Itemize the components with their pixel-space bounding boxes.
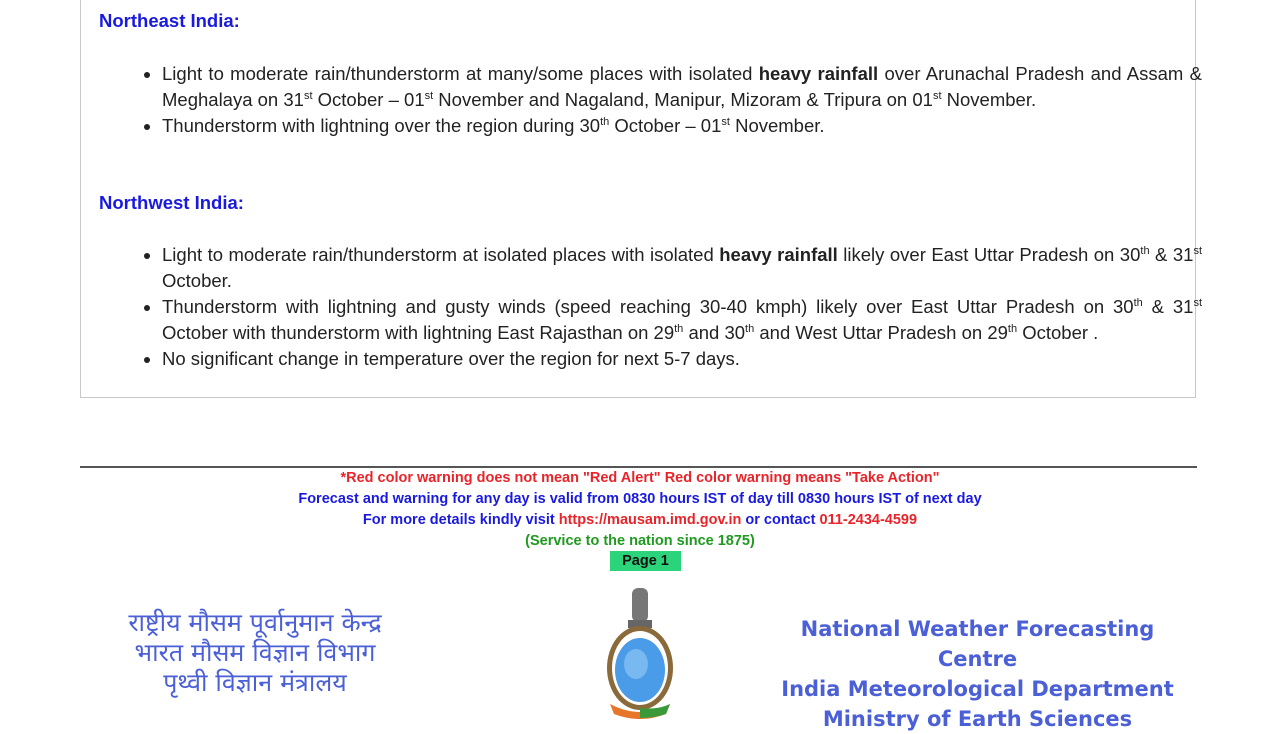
bullet-text: October . [1017, 322, 1099, 343]
ordinal-suffix: th [1140, 245, 1150, 257]
bullet-text: & 31 [1149, 244, 1194, 265]
ordinal-suffix: st [424, 90, 434, 102]
hindi-line-2: भारत मौसम विज्ञान विभाग [134, 638, 376, 667]
emphasis-text: heavy rainfall [719, 244, 838, 265]
bullet-text: October – 01 [609, 115, 722, 136]
hindi-line-3: पृथ्वी विज्ञान मंत्रालय [163, 668, 347, 697]
phone-number: 011-2434-4599 [819, 512, 918, 528]
website-link[interactable]: https://mausam.imd.gov.in [558, 512, 742, 528]
english-line-2: India Meteorological Department [781, 677, 1174, 701]
bullet-text: likely over East Uttar Pradesh on 30 [837, 244, 1141, 265]
hindi-organization-name [100, 608, 410, 698]
bullet-text: Light to moderate rain/thunderstorm at isolated places with isolated [162, 244, 720, 265]
bullet-text: & 31 [1142, 296, 1194, 317]
forecast-box [80, 0, 1202, 398]
bullet-text: October with thunderstorm with lightning East Rajasthan on 29 [162, 322, 675, 343]
validity-note: Forecast and warning for any day is valid from 0830 hours IST of day till 0830 hours IST of next day [298, 491, 982, 507]
bullet-item [162, 61, 1202, 113]
imd-emblem-logo [600, 586, 680, 720]
english-line-1: National Weather Forecasting Centre [800, 617, 1155, 671]
ordinal-suffix: th [1007, 323, 1018, 335]
bullet-item [162, 346, 1202, 372]
bullet-text: No significant change in temperature over the region for next 5-7 days. [162, 348, 740, 369]
english-organization-name [780, 614, 1175, 734]
bullet-item [162, 113, 1202, 139]
ordinal-suffix: th [745, 323, 755, 335]
ordinal-suffix: th [674, 323, 684, 335]
section-heading-northeast: Northeast India: [99, 10, 240, 31]
bullet-text: November and Nagaland, Manipur, Mizoram & Tripura on 01 [433, 89, 933, 110]
section-heading-northwest: Northwest India: [99, 192, 244, 213]
bullet-item [162, 242, 1202, 294]
hindi-line-1: राष्ट्रीय मौसम पूर्वानुमान केन्द्र [128, 608, 382, 637]
red-warning-note: *Red color warning does not mean "Red Alert" Red color warning means "Take Action" [340, 470, 940, 486]
contact-prefix: or contact [741, 512, 820, 528]
bullet-text: November. [941, 89, 1037, 110]
ordinal-suffix: st [721, 116, 730, 128]
bullet-text: Thunderstorm with lightning and gusty winds (speed reaching 30-40 kmph) likely over East Uttar Pradesh on 30 [162, 296, 1134, 317]
emphasis-text: heavy rainfall [758, 63, 879, 84]
english-line-3: Ministry of Earth Sciences [822, 707, 1133, 731]
ordinal-suffix: th [1133, 297, 1143, 309]
bullet-text: Light to moderate rain/thunderstorm at many/some places with isolated [162, 63, 759, 84]
page-number-badge: Page 1 [610, 551, 681, 571]
northwest-bullet-list [141, 242, 1202, 372]
bullet-text: October. [162, 270, 232, 291]
bullet-text: October – 01 [312, 89, 425, 110]
ordinal-suffix: st [1193, 245, 1202, 257]
footer-divider [80, 466, 1197, 468]
ordinal-suffix: th [600, 116, 610, 128]
ordinal-suffix: st [932, 90, 942, 102]
ordinal-suffix: st [1193, 297, 1202, 309]
ordinal-suffix: st [303, 90, 313, 102]
northeast-bullet-list [141, 61, 1202, 139]
bullet-text: and 30 [683, 322, 746, 343]
bullet-item [162, 294, 1202, 346]
bullet-text: Thunderstorm with lightning over the region during 30 [162, 115, 601, 136]
bullet-text: November. [729, 115, 825, 136]
details-prefix: For more details kindly visit [362, 512, 559, 528]
bullet-text: and West Uttar Pradesh on 29 [754, 322, 1008, 343]
bullet-text: over Arunachal Pradesh and Assam & Meghalaya on 31 [162, 63, 1202, 110]
details-line [0, 512, 1280, 528]
service-tagline: (Service to the nation since 1875) [525, 533, 755, 549]
